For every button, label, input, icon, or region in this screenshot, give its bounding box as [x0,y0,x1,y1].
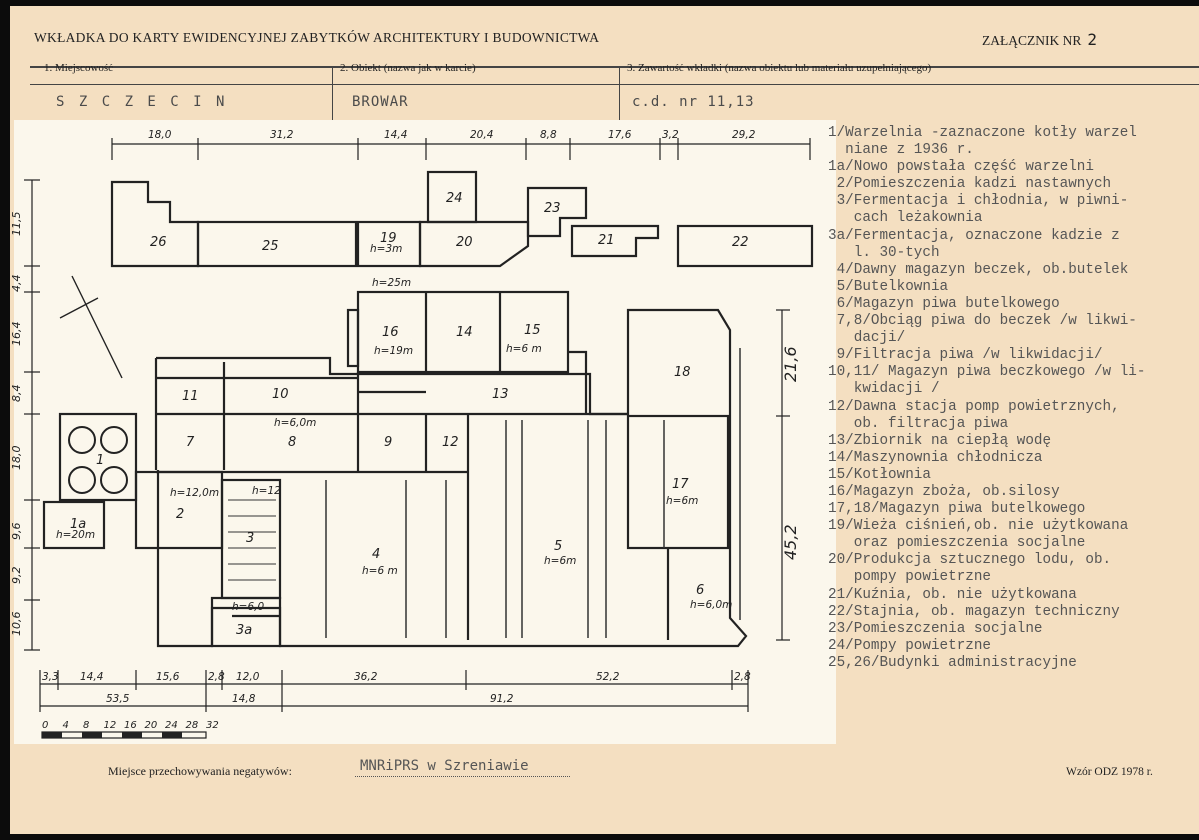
left-dimension-label: 16,4 [10,321,23,346]
room-number: 1a [70,517,87,532]
room-legend [828,125,1198,672]
legend-line: kwidacji / [828,381,940,398]
room-number: 20 [456,235,473,250]
room-height: h=6m [666,495,699,507]
bottom-dimension-label: 15,6 [156,671,180,683]
legend-line: cach leżakownia [828,210,983,227]
room-number: 23 [544,201,561,216]
legend-line: 22/Stajnia, ob. magazyn techniczny [828,603,1120,620]
main-block-outline [156,310,746,646]
negatives-label: Miejsce przechowywania negatywów: [108,764,292,778]
legend-line: 4/Dawny magazyn beczek, ob.butelek [828,261,1129,278]
scale-label: 32 [206,720,219,731]
bottom-dimension-label: 14,8 [232,693,256,705]
left-dimension-label: 9,6 [10,522,23,540]
bottom-dimension-label: 53,5 [106,693,130,705]
scale-label: 20 [144,720,158,731]
room-number: 12 [442,435,459,450]
legend-line: 21/Kuźnia, ob. nie użytkowana [828,586,1077,603]
room-height: h=20m [56,529,96,541]
negatives-dotted-line [355,776,570,777]
room-number: 1 [96,453,105,468]
contents-label: 3. Zawartość wkładki (nazwa obiektu lub materiału uzupełniającego) [627,62,932,74]
room-number: 5 [554,539,563,554]
room-number: 21 [598,233,615,248]
top-dimension-label: 3,2 [662,129,679,141]
left-dimension-label: 9,2 [10,566,23,584]
legend-line: 1a/Nowo powstała część warzelni [828,159,1094,176]
card-title: WKŁADKA DO KARTY EWIDENCYJNEJ ZABYTKÓW ARCHITEKTURY I BUDOWNICTWA [34,30,600,45]
bottom-dimension-label: 2,8 [208,671,225,683]
room-number: 3a [236,623,253,638]
legend-line: 3/Fermentacja i chłodnia, w piwni- [828,193,1129,210]
room-height: h=6 m [362,565,398,577]
legend-line: 9/Filtracja piwa /w likwidacji/ [828,347,1103,364]
legend-line: 17,18/Magazyn piwa butelkowego [828,501,1086,518]
room-number: 16 [382,325,399,340]
room-height: h=25m [372,277,412,289]
legend-line: 20/Produkcja sztucznego lodu, ob. [828,552,1112,569]
legend-line: 15/Kotłownia [828,466,931,483]
room-number: 13 [492,387,509,402]
left-dimension-label: 4,4 [10,274,23,292]
bottom-dimension-label: 12,0 [236,671,260,683]
building-26 [112,182,198,266]
locality-label: 1. Miejscowość [44,62,114,74]
legend-line: l. 30-tych [828,244,940,261]
north-arrow-icon [60,276,122,378]
room-height: h=6,0 [232,601,265,613]
top-dimension-label: 18,0 [148,129,172,141]
building-21 [572,226,658,256]
scale-label: 28 [185,720,199,731]
left-dimension-label: 11,5 [10,211,23,236]
legend-line: 1/Warzelnia -zaznaczone kotły warzel [828,125,1137,141]
room-number: 17 [672,477,689,492]
bottom-dimension-label: 36,2 [354,671,378,683]
legend-line: 25,26/Budynki administracyjne [828,654,1077,671]
legend-line: pompy powietrzne [828,569,992,586]
attachment-number: 2 [1087,30,1098,49]
legend-line: 16/Magazyn zboża, ob.silosy [828,483,1060,500]
legend-line: 6/Magazyn piwa butelkowego [828,295,1060,312]
legend-line: ob. filtracja piwa [828,415,1009,432]
top-dimension-label: 29,2 [732,129,756,141]
room-height: h=6,0m [274,417,317,429]
bottom-dimension-label: 91,2 [490,693,514,705]
scale-label: 12 [103,720,117,731]
scale-label: 8 [83,720,90,731]
room-number: 14 [456,325,473,340]
bottom-dimension-label: 3,3 [42,671,59,683]
room-number: 8 [288,435,297,450]
object-label: 2. Obiekt (nazwa jak w karcie) [340,62,476,74]
left-dimension-label: 10,6 [10,611,23,636]
locality-value: S Z C Z E C I N [56,94,228,110]
scale-label: 4 [62,720,69,731]
legend-line: 12/Dawna stacja pomp powietrznych, [828,398,1120,415]
scale-bar [42,732,206,738]
legend-line: niane z 1936 r. [828,142,974,159]
room-height: h=19m [374,345,414,357]
room-number: 2 [176,507,185,522]
right-dimension-label: 45,2 [781,524,800,560]
room-height: h=6,0m [690,599,733,611]
scale-label: 24 [165,720,178,731]
legend-line: 2/Pomieszczenia kadzi nastawnych [828,176,1112,193]
legend-line: 14/Maszynownia chłodnicza [828,449,1043,466]
left-dimension-label: 18,0 [10,445,23,470]
left-dimension-label: 8,4 [10,384,23,402]
room-number: 6 [696,583,705,598]
room-number: 9 [384,435,393,450]
negatives-value: MNRiPRS w Szreniawie [360,758,529,774]
room-height: h=6 m [506,343,542,355]
room-number: 22 [732,235,749,250]
form-version: Wzór ODZ 1978 r. [1066,766,1153,778]
room-number: 25 [262,239,279,254]
legend-line: 23/Pomieszczenia socjalne [828,620,1043,637]
legend-line: 24/Pompy powietrzne [828,637,992,654]
legend-line: 3a/Fermentacja, oznaczone kadzie z [828,227,1120,244]
bottom-dimension-label: 14,4 [80,671,104,683]
legend-line: 13/Zbiornik na ciepłą wodę [828,432,1052,449]
room-number: 7 [186,435,195,450]
scale-label: 0 [42,720,49,731]
room-height: h=3m [370,243,403,255]
room-number: 18 [674,365,691,380]
room-number: 24 [446,191,463,206]
room-number: 19 [380,231,397,246]
legend-line: 7,8/Obciąg piwa do beczek /w likwi- [828,313,1137,330]
legend-line: dacji/ [828,330,906,347]
contents-value: c.d. nr 11,13 [632,94,755,110]
room-height: h=12,0m [170,487,220,499]
bottom-dimension-label: 52,2 [596,671,620,683]
top-dimension-label: 17,6 [608,129,632,141]
room-number: 3 [246,531,255,546]
top-dimension-label: 14,4 [384,129,408,141]
room-number: 15 [524,323,541,338]
object-value: BROWAR [352,94,409,110]
attachment-label-text: ZAŁĄCZNIK NR [982,33,1082,48]
room-height: h=6m [544,555,577,567]
building-20 [420,222,528,266]
top-dimension-label: 8,8 [540,129,557,141]
legend-line: 5/Butelkownia [828,278,949,295]
right-dimension-label: 21,6 [781,346,800,382]
bottom-dimension-label: 2,8 [734,671,751,683]
legend-line: 19/Wieża ciśnień,ob. nie użytkowana [828,518,1129,535]
scale-label: 16 [124,720,137,731]
room-number: 10 [272,387,289,402]
top-dimension-label: 31,2 [270,129,294,141]
legend-line: 10,11/ Magazyn piwa beczkowego /w li- [828,364,1146,381]
room-height: h=12 [252,485,281,497]
room-number: 11 [182,389,199,404]
legend-line: oraz pomieszczenia socjalne [828,535,1086,552]
room-number: 4 [372,547,381,562]
top-dimension-label: 20,4 [470,129,494,141]
room-number: 26 [150,235,167,250]
